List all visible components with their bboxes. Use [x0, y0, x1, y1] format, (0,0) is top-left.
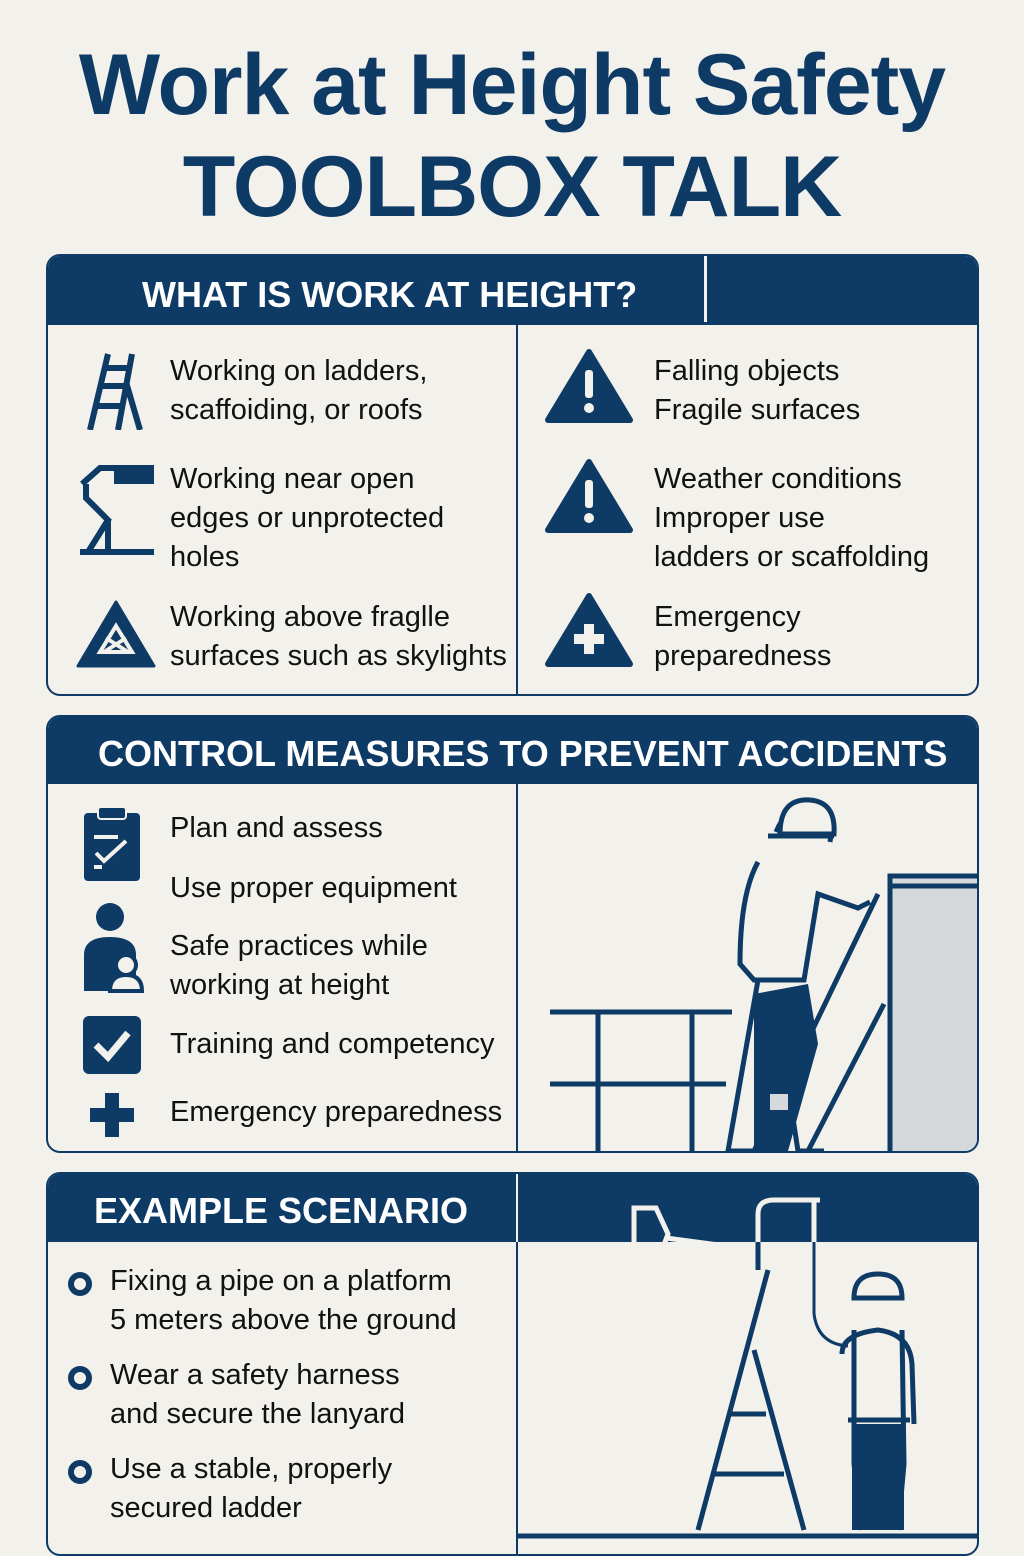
ladder-icon: [82, 352, 146, 430]
list-item: [170, 352, 427, 430]
control-item-safe-practices: [170, 927, 428, 1005]
scenario-bullet: [68, 1356, 405, 1434]
section-control-measures: [46, 715, 979, 1153]
title-line2: TOOLBOX TALK: [182, 139, 842, 235]
scenario-bullet: [68, 1262, 457, 1340]
list-item: [654, 352, 860, 430]
section2-header-text: CONTROL MEASURES TO PREVENT ACCIDENTS: [98, 733, 948, 774]
item-text: Safe practices while: [170, 930, 428, 962]
list-item: [170, 598, 507, 676]
bullet-circle-icon: [68, 1460, 92, 1484]
warning-icon: [544, 458, 634, 534]
bullet-circle-icon: [68, 1272, 92, 1296]
item-text: ladders or scaffolding: [654, 541, 930, 573]
item-text: holes: [170, 541, 240, 573]
first-aid-icon: [544, 592, 634, 668]
item-text: Working near open: [170, 463, 415, 495]
scenario-bullet: [68, 1450, 392, 1528]
item-text: Fragile surfaces: [654, 394, 861, 426]
control-item-plan: Plan and assess: [170, 812, 383, 844]
column-divider: [516, 325, 518, 694]
worker-person-icon: [82, 901, 144, 993]
control-item-emergency: Emergency preparedness: [170, 1096, 503, 1128]
item-text: Working on ladders,: [170, 355, 428, 387]
item-text: edges or unprotected: [170, 502, 445, 534]
item-text: Use a stable, properly: [110, 1453, 393, 1485]
warning-icon: [544, 348, 634, 424]
medical-cross-icon: [90, 1093, 134, 1137]
title-line1: Work at Height Safety: [78, 37, 946, 133]
scissor-lift-icon: [78, 464, 158, 556]
control-item-equipment: Use proper equipment: [170, 872, 457, 904]
worker-climbing-ladder-illustration: [518, 784, 977, 1151]
list-item: [654, 460, 929, 577]
item-text: working at height: [170, 969, 390, 1001]
section-example-scenario: [46, 1172, 979, 1556]
list-item: [654, 598, 831, 676]
section-what-is-work-at-height: [46, 254, 979, 696]
worker-ladder-pipe-illustration: [518, 1174, 977, 1554]
section2-header: [48, 717, 977, 784]
list-item: [170, 460, 444, 577]
clipboard-checklist-icon: [82, 805, 142, 883]
header-divider: [704, 256, 707, 322]
item-text: Emergency: [654, 601, 801, 633]
item-text: Improper use: [654, 502, 825, 534]
item-text: Falling objects: [654, 355, 840, 387]
item-text: and secure the lanyard: [110, 1398, 406, 1430]
item-text: Working above fraglle: [170, 601, 450, 633]
checkbox-checked-icon: [82, 1015, 142, 1075]
item-text: 5 meters above the ground: [110, 1304, 457, 1336]
item-text: preparedness: [654, 640, 832, 672]
item-text: scaffoiding, or roofs: [170, 394, 423, 426]
fragile-surface-icon: [76, 600, 156, 668]
item-text: Weather conditions: [654, 463, 902, 495]
item-text: surfaces such as skylights: [170, 640, 507, 672]
section1-header-text: WHAT IS WORK AT HEIGHT?: [142, 274, 638, 315]
control-item-training: Training and competency: [170, 1028, 495, 1060]
item-text: Fixing a pipe on a platform: [110, 1265, 452, 1297]
item-text: Wear a safety harness: [110, 1359, 400, 1391]
bullet-circle-icon: [68, 1366, 92, 1390]
section1-header: [48, 256, 977, 325]
item-text: secured ladder: [110, 1492, 302, 1524]
section3-header-text: EXAMPLE SCENARIO: [94, 1190, 469, 1231]
